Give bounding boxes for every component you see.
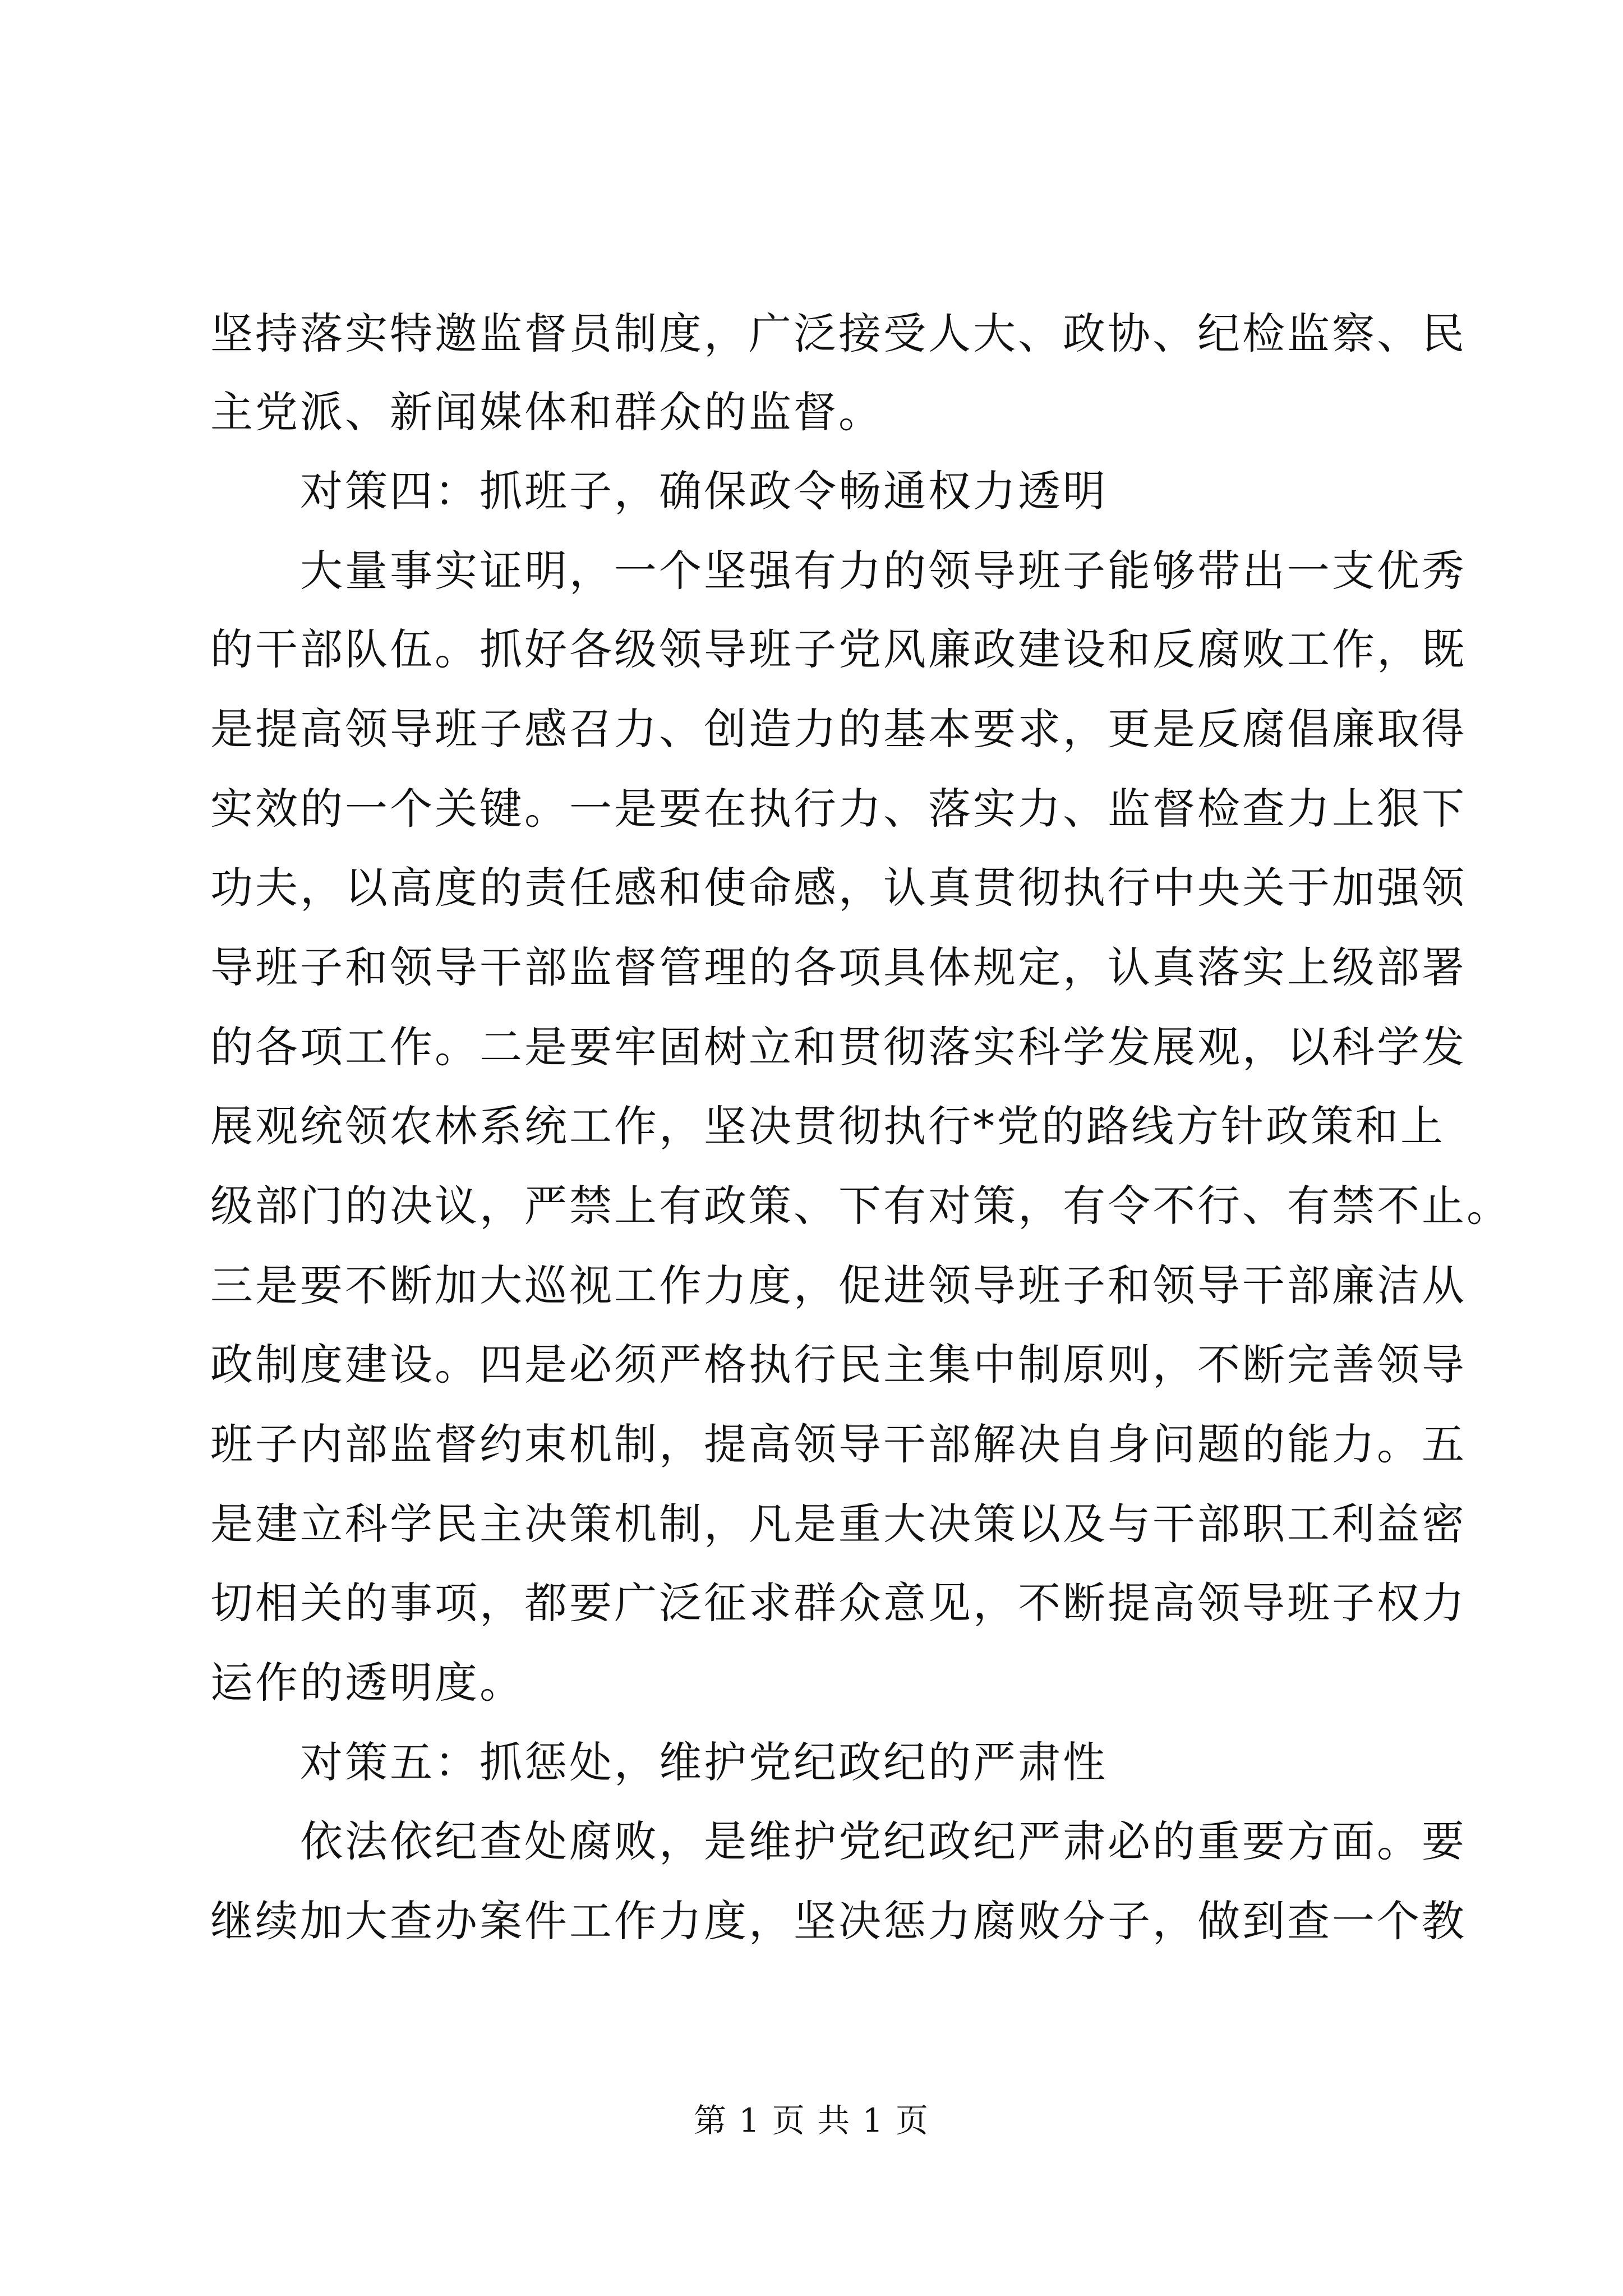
body-text-line: 坚持落实特邀监督员制度，广泛接受人大、政协、纪检监察、民 (210, 309, 1467, 358)
page-number-footer: 第 1 页 共 1 页 (694, 2101, 929, 2139)
body-text-line: 依法依纪查处腐败，是维护党纪政纪严肃必的重要方面。要 (300, 1816, 1467, 1866)
body-text-line: 实效的一个关键。一是要在执行力、落实力、监督检查力上狠下 (210, 784, 1467, 834)
body-text-line: 政制度建设。四是必须严格执行民主集中制原则，不断完善领导 (210, 1340, 1467, 1389)
body-text-line: 运作的透明度。 (210, 1658, 524, 1708)
section-heading: 对策四：抓班子，确保政令畅通权力透明 (300, 466, 1108, 516)
body-text-line: 是建立科学民主决策机制，凡是重大决策以及与干部职工利益密 (210, 1499, 1467, 1549)
body-text-line: 的各项工作。二是要牢固树立和贯彻落实科学发展观，以科学发 (210, 1022, 1467, 1072)
body-text-line: 主党派、新闻媒体和群众的监督。 (210, 387, 883, 437)
body-text-line: 展观统领农林系统工作，坚决贯彻执行*党的路线方针政策和上 (210, 1101, 1445, 1151)
body-text-line: 的干部队伍。抓好各级领导班子党风廉政建设和反腐败工作，既 (210, 624, 1467, 674)
body-text-line: 级部门的决议，严禁上有政策、下有对策，有令不行、有禁不止。 (210, 1181, 1511, 1231)
section-heading: 对策五：抓惩处，维护党纪政纪的严肃性 (300, 1737, 1108, 1787)
body-text-line: 三是要不断加大巡视工作力度，促进领导班子和领导干部廉洁从 (210, 1260, 1467, 1310)
body-text-line: 切相关的事项，都要广泛征求群众意见，不断提高领导班子权力 (210, 1578, 1467, 1628)
body-text-line: 大量事实证明，一个坚强有力的领导班子能够带出一支优秀 (300, 546, 1467, 596)
body-text-line: 是提高领导班子感召力、创造力的基本要求，更是反腐倡廉取得 (210, 704, 1467, 754)
body-text-line: 导班子和领导干部监督管理的各项具体规定，认真落实上级部署 (210, 942, 1467, 992)
body-text-line: 功夫，以高度的责任感和使命感，认真贯彻执行中央关于加强领 (210, 863, 1467, 913)
body-text-line: 继续加大查办案件工作力度，坚决惩力腐败分子，做到查一个教 (210, 1896, 1467, 1946)
body-text-line: 班子内部监督约束机制，提高领导干部解决自身问题的能力。五 (210, 1419, 1467, 1469)
